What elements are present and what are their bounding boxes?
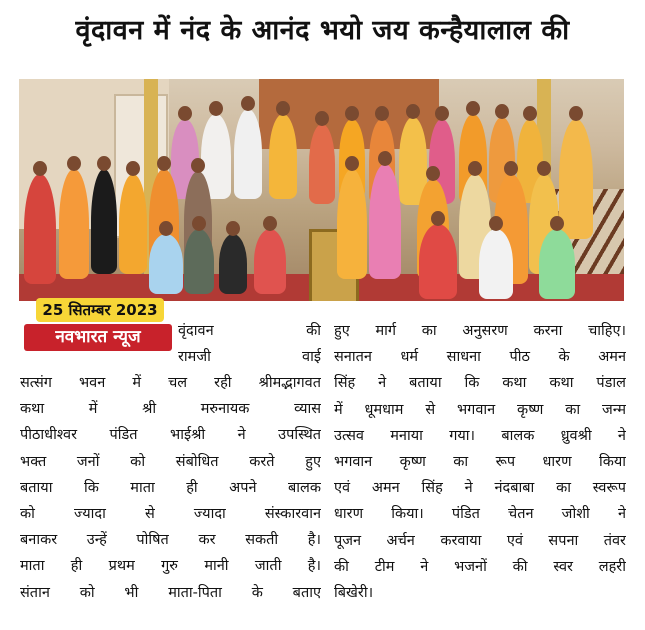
news-photo [19, 79, 624, 301]
text-line: उत्सव मनाया गया। बालक ध्रुवश्री ने [334, 427, 626, 444]
text-line: की टीम ने भजनों की स्वर लहरी [334, 558, 626, 575]
column-2 [334, 318, 626, 606]
text-line: कथा में श्री मरुनायक व्यास [20, 401, 321, 418]
headline: वृंदावन में नंद के आनंद भयो जय कन्हैयालाल की [75, 15, 570, 46]
text-line: में धूमधाम से भगवान कृष्ण का जन्म [334, 401, 626, 418]
text-line: हुए मार्ग का अनुसरण करना चाहिए। [334, 323, 626, 339]
text-line: संतान को भी माता-पिता के बताए [20, 584, 321, 601]
text-line: माता ही प्रथम गुरु मानी जाती है। [20, 558, 321, 575]
text-line: पीठाधीश्वर पंडित भाईश्री ने उपस्थित [20, 427, 321, 444]
text-line: धारण किया। पंडित चेतन जोशी ने [334, 506, 626, 523]
text-line: एवं अमन सिंह ने नंदबाबा का स्वरूप [334, 480, 626, 497]
text-line: भगवान कृष्ण का रूप धारण किया [334, 454, 626, 471]
text-line: सिंह ने बताया कि कथा कथा पंडाल [334, 375, 626, 392]
text-line: बनाकर उन्हें पोषित कर सकती है। [20, 532, 321, 549]
date-badge: 25 सितम्बर 2023 [36, 298, 164, 322]
text-line: बताया कि माता ही अपने बालक [20, 479, 321, 496]
column-1 [20, 370, 321, 606]
publication-badge: नवभारत न्यूज [24, 324, 172, 351]
column-1-top [178, 318, 321, 370]
text-line: सत्संग भवन में चल रही श्रीमद्भागवत [20, 375, 321, 391]
text-line: भक्त जनों को संबोधित करते हुए [20, 453, 321, 470]
text-line: सनातन धर्म साधना पीठ के अमन [334, 349, 626, 366]
text-line: बिखेरी। [334, 585, 374, 602]
text-line: को ज्यादा से ज्यादा संस्कारवान [20, 506, 321, 523]
text-line: पूजन अर्चन करवाया एवं सपना तंवर [334, 532, 626, 549]
text-line: रामजी वाई [178, 349, 321, 366]
text-line: वृंदावन की [178, 323, 321, 339]
